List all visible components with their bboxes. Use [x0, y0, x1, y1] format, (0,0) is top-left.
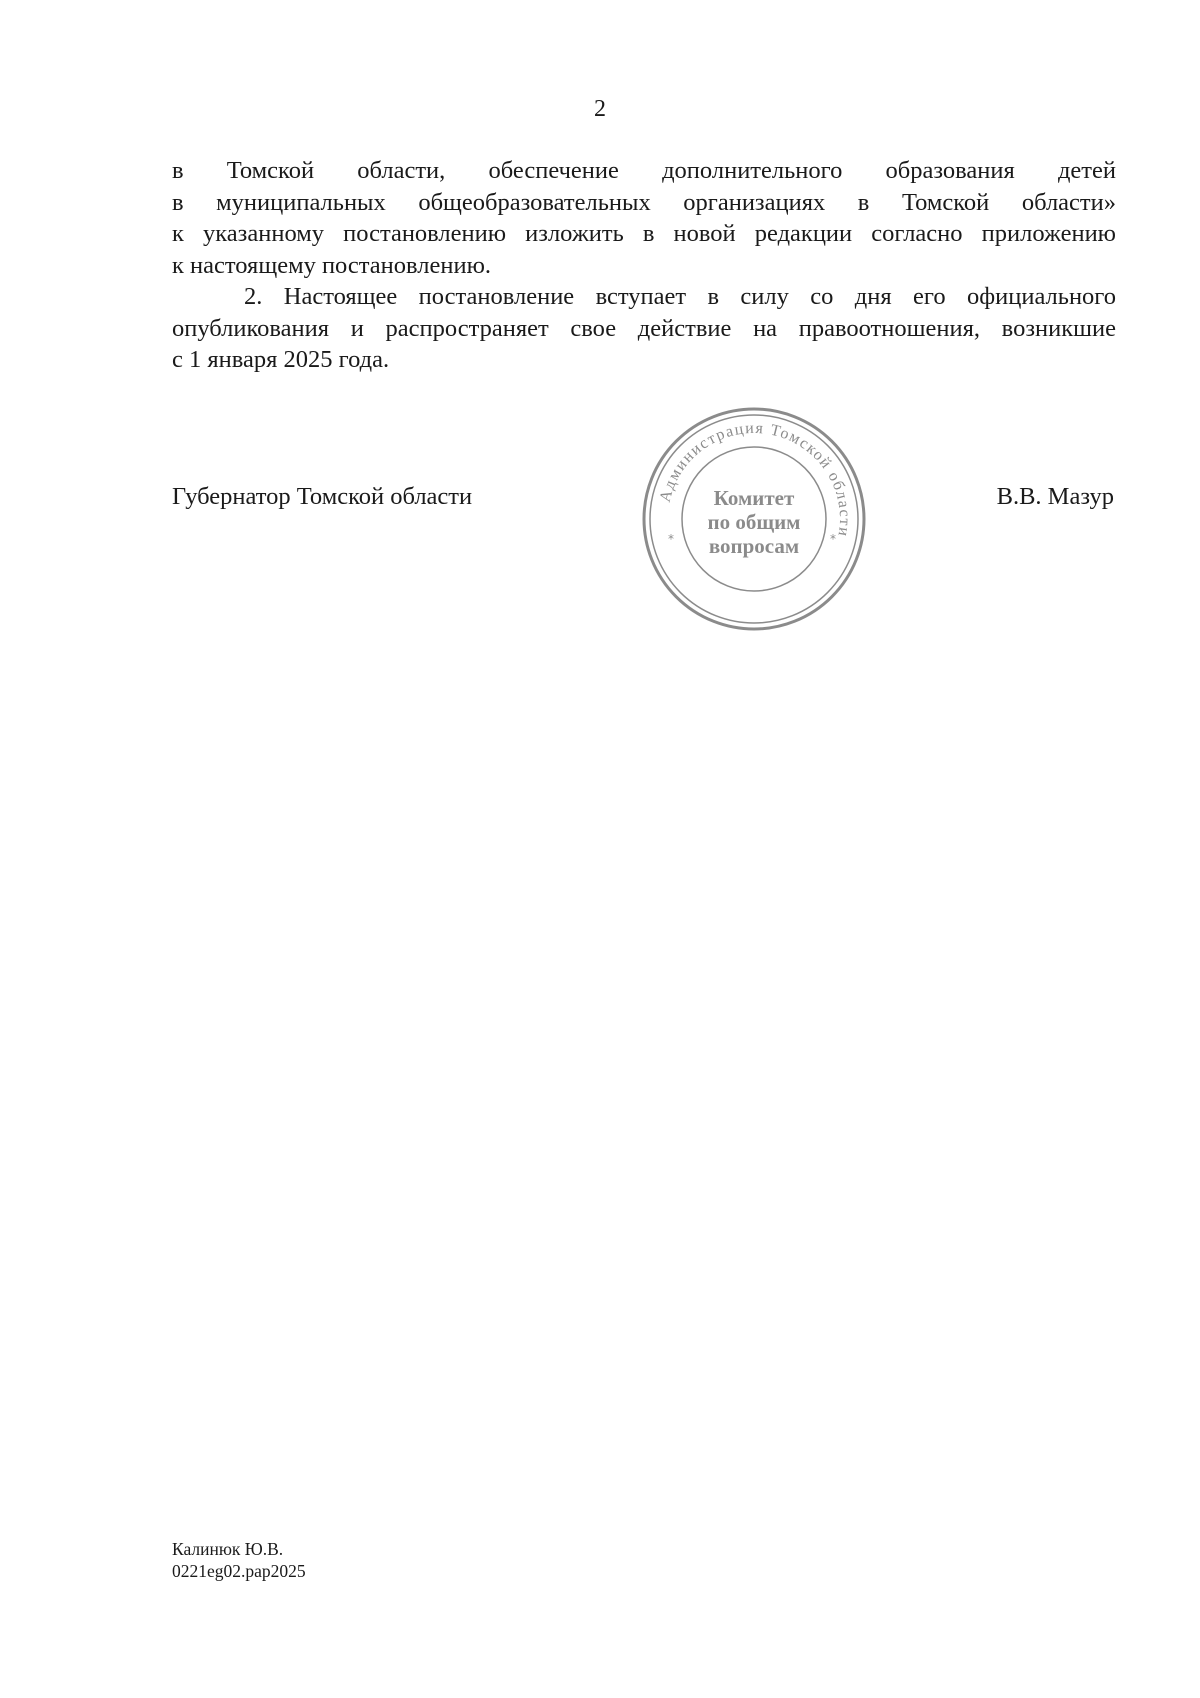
stamp-star-right-icon: * [830, 532, 836, 546]
paragraph-1-line-1: в Томской области, обеспечение дополнительного образования детей [172, 157, 1116, 184]
paragraph-2-line-2: опубликования и распространяет свое действие на правоотношения, возникшие [172, 314, 1116, 342]
executor-file-code: 0221eg02.pap2025 [172, 1561, 306, 1581]
stamp-ring-text: Администрация Томской области [656, 419, 854, 539]
stamp-star-left-icon: * [668, 532, 674, 546]
document-body [172, 155, 1116, 376]
paragraph-2-line-3: с 1 января 2025 года. [172, 346, 390, 373]
signature-title: Губернатор Томской области [172, 483, 473, 510]
executor-block [172, 1538, 306, 1582]
stamp-center-line-1: Комитет [713, 486, 795, 510]
paragraph-2 [172, 281, 1116, 376]
paragraph-1-line-4: к настоящему постановлению. [172, 251, 492, 279]
executor-name: Калинюк Ю.В. [172, 1539, 284, 1559]
page-number: 2 [594, 96, 606, 122]
official-stamp [640, 405, 868, 633]
paragraph-1-line-2: в муниципальных общеобразовательных организациях в Томской области» [172, 188, 1116, 216]
stamp-center-line-3: вопросам [708, 534, 800, 558]
paragraph-1 [172, 155, 1116, 281]
signature-name: В.В. Мазур [996, 483, 1114, 510]
paragraph-1-line-3: к указанному постановлению изложить в новой редакции согласно приложению [172, 220, 1116, 247]
paragraph-2-line-1: 2. Настоящее постановление вступает в силу со дня его официального [244, 283, 1116, 310]
stamp-center-line-2: по общим [707, 510, 801, 534]
